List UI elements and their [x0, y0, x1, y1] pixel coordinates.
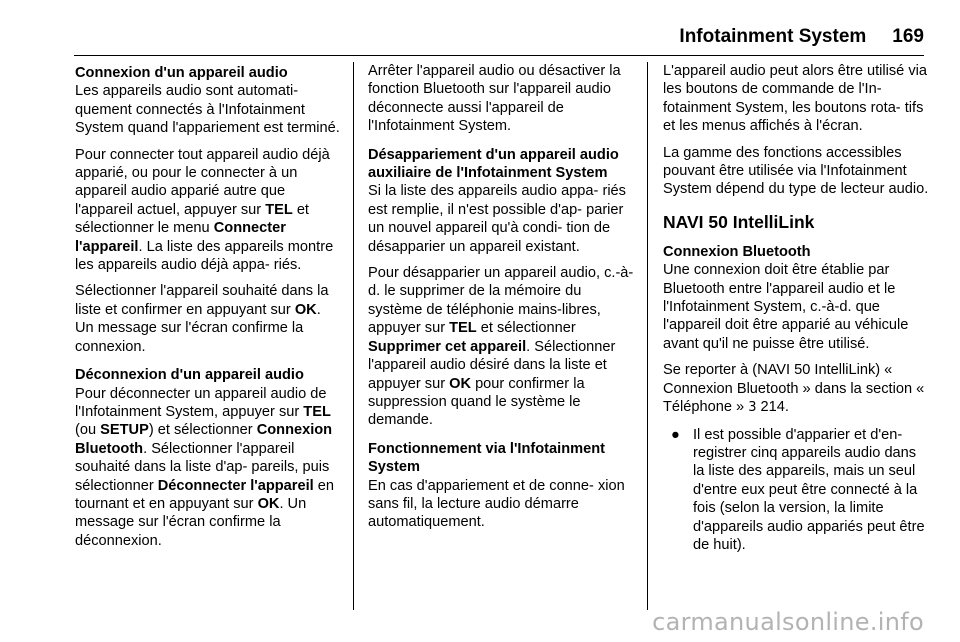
key-ok: OK [257, 495, 280, 512]
menu-connect-device: Connecter l'appareil [75, 220, 286, 255]
paragraph: Arrêter l'appareil audio ou désactiver la fonction Bluetooth sur l'appareil audio déconnecte aussi l'appareil de l'Infotainment System. [368, 63, 621, 135]
menu-bluetooth-connection: Connexion Bluetooth [75, 422, 333, 457]
column-3 [663, 62, 929, 554]
key-setup: SETUP [100, 422, 149, 439]
heading-bluetooth-connection: Connexion Bluetooth [663, 243, 811, 260]
paragraph: Pour connecter tout appareil audio déjà apparié, ou pour le connecter à un appareil audio apparié autre que l'appareil actuel, appuyer sur TEL et sélectionner le menu Connecter l'appareil. La liste des appareils montre les appareils audio déjà appa- riés. [75, 146, 334, 274]
menu-delete-device: Supprimer cet appareil [368, 338, 527, 355]
header-title: Infotainment System [679, 26, 867, 47]
page-header [0, 26, 924, 48]
menu-disconnect-device: Déconnecter l'appareil [157, 477, 314, 494]
paragraph: Sélectionner l'appareil souhaité dans la liste et confirmer en appuyant sur OK. Un message sur l'écran confirme la connexion. [75, 283, 329, 355]
bullet-item [663, 426, 929, 555]
section-heading-navi50: NAVI 50 IntelliLink [663, 211, 815, 232]
key-tel: TEL [265, 201, 293, 218]
paragraph: La gamme des fonctions accessibles pouvant être utilisée via l'Infotainment System dépend du type de lecteur audio. [663, 144, 929, 198]
column-divider-2 [647, 62, 648, 610]
bullet-text: Il est possible d'apparier et d'en- registrer cinq appareils audio dans la liste des appareils, mais un seul d'entre eux peut être connecté à la fois (selon la version, la limite d'appareils audio appariés peut être de huit). [693, 426, 925, 553]
column-1 [75, 62, 341, 558]
heading-operation: Fonctionnement via l'Infotainment System [368, 440, 605, 476]
key-tel: TEL [449, 320, 477, 337]
paragraph: L'appareil audio peut alors être utilisé via les boutons de commande de l'In- fotainment System, les boutons rota- tifs et les menus affichés à l'écran. [663, 63, 928, 135]
page-reference-arrow-icon: 3 [748, 400, 757, 416]
paragraph: Une connexion doit être établie par Bluetooth entre l'appareil audio et le l'Infotainment System, c.-à-d. que l'appareil doit être apparié au véhicule avant qu'il ne puisse être utilisé. [663, 262, 909, 352]
watermark: carmanualsonline.info [652, 608, 924, 636]
key-ok: OK [294, 301, 317, 318]
paragraph: En cas d'appariement et de conne- xion sans fil, la lecture audio démarre automatiquement. [368, 477, 625, 531]
header-rule [74, 55, 924, 56]
paragraph: Pour déconnecter un appareil audio de l'Infotainment System, appuyer sur TEL (ou SETUP) et sélectionner Connexion Bluetooth. Sélectionner l'appareil souhaité dans la liste d'ap- pareils, puis sélectionner Déconnecter l'appareil en tournant et en appuyant sur OK. Un message sur l'écran confirme la déconnexion. [75, 385, 334, 549]
heading-unpair-audio: Désappariement d'un appareil audio auxiliaire de l'Infotainment System [368, 146, 619, 182]
heading-connect-audio: Connexion d'un appareil audio [75, 65, 288, 81]
page-number: 169 [892, 26, 924, 47]
paragraph: Pour désapparier un appareil audio, c.-à-d. le supprimer de la mémoire du système de téléphonie mains-libres, appuyer sur TEL et sélectionner Supprimer cet appareil. Sélectionner l'appareil audio désiré dans la liste et appuyer sur OK pour confirmer la suppression quand le système le demande. [368, 265, 634, 429]
column-2 [368, 62, 634, 540]
bullet-dot-icon: ● [671, 426, 680, 443]
heading-disconnect-audio: Déconnexion d'un appareil audio [75, 367, 304, 384]
paragraph: Se reporter à (NAVI 50 IntelliLink) « Connexion Bluetooth » dans la section « Téléphone » 3 214. [663, 362, 925, 416]
column-divider-1 [353, 62, 354, 610]
paragraph: Si la liste des appareils audio appa- riés est remplie, il n'est possible d'ap- parier un nouvel appareil qu'à condi- tion de désapparier un appareil existant. [368, 183, 626, 255]
paragraph: Les appareils audio sont automati- quement connectés à l'Infotainment System quand l'appariement est terminé. [75, 83, 340, 137]
key-tel: TEL [303, 403, 331, 420]
key-ok: OK [449, 375, 472, 392]
